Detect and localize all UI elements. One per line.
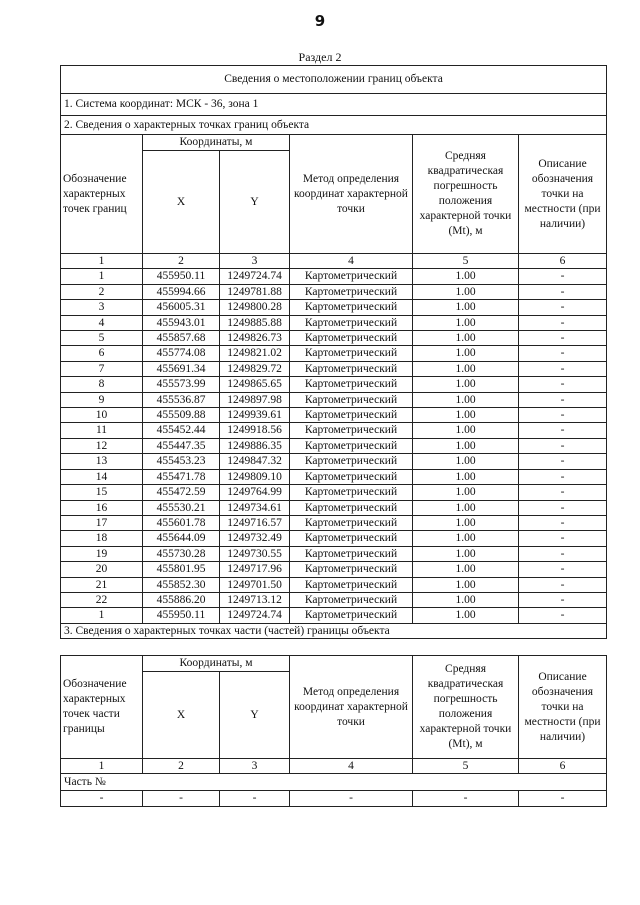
table-cell: 1249781.88 [220, 284, 290, 299]
table-cell: - [519, 592, 607, 607]
table-cell: - [519, 515, 607, 530]
table-cell: Картометрический [290, 500, 413, 515]
header-designation-part: Обозначение характерных точек части границы [61, 656, 143, 759]
table-cell: Картометрический [290, 377, 413, 392]
table-cell: 455453.23 [143, 454, 220, 469]
column-number: 5 [413, 759, 519, 774]
section-label: Раздел 2 [298, 50, 342, 64]
table-cell: 21 [61, 577, 143, 592]
table-row [61, 269, 607, 284]
table-row [61, 331, 607, 346]
table-row [61, 469, 607, 484]
table-row [61, 300, 607, 315]
column-number: 4 [290, 759, 413, 774]
column-number: 2 [143, 254, 220, 269]
table-cell: 22 [61, 592, 143, 607]
table-cell: - [519, 361, 607, 376]
table-cell: 1249713.12 [220, 592, 290, 607]
table-cell: Картометрический [290, 408, 413, 423]
table-cell: - [519, 315, 607, 330]
part-label: Часть № [61, 774, 607, 791]
table-row [61, 485, 607, 500]
table-cell: 1249847.32 [220, 454, 290, 469]
table-cell: - [519, 485, 607, 500]
table-cell: 1249821.02 [220, 346, 290, 361]
table-cell: 4 [61, 315, 143, 330]
table-row [61, 577, 607, 592]
header-x: X [143, 151, 220, 254]
table-cell: 456005.31 [143, 300, 220, 315]
table-cell: 7 [61, 361, 143, 376]
table-cell: 1249800.28 [220, 300, 290, 315]
table-cell: 1249918.56 [220, 423, 290, 438]
table-row [61, 546, 607, 561]
table-row [61, 454, 607, 469]
table-cell: 455452.44 [143, 423, 220, 438]
column-numbers-row [61, 254, 607, 269]
table-cell: Картометрический [290, 515, 413, 530]
table-cell: 20 [61, 562, 143, 577]
table-row [61, 562, 607, 577]
table-cell: 455601.78 [143, 515, 220, 530]
table-cell: 455691.34 [143, 361, 220, 376]
table-cell: - [519, 608, 607, 623]
table-cell: 1.00 [413, 300, 519, 315]
header-coordinates: Координаты, м [143, 135, 290, 151]
table-cell: 455471.78 [143, 469, 220, 484]
table-cell: Картометрический [290, 346, 413, 361]
table-cell: - [519, 423, 607, 438]
table-cell: 1.00 [413, 577, 519, 592]
table-row [61, 361, 607, 376]
table-cell: 1.00 [413, 500, 519, 515]
table-cell: - [519, 546, 607, 561]
table-row [61, 515, 607, 530]
table-cell: - [413, 791, 519, 806]
column-number: 1 [61, 759, 143, 774]
table-cell: 1249732.49 [220, 531, 290, 546]
table-cell: 1249885.88 [220, 315, 290, 330]
column-number: 6 [519, 759, 607, 774]
header-coordinates: Координаты, м [143, 656, 290, 672]
column-numbers-row [61, 759, 607, 774]
table-cell: 1249826.73 [220, 331, 290, 346]
table-cell: 455644.09 [143, 531, 220, 546]
table-cell: - [519, 500, 607, 515]
table-cell: 455509.88 [143, 408, 220, 423]
table-cell: Картометрический [290, 423, 413, 438]
table-cell: Картометрический [290, 269, 413, 284]
table-row [61, 438, 607, 453]
header-designation: Обозначение характерных точек границ [61, 135, 143, 254]
table-row [61, 284, 607, 299]
table-cell: Картометрический [290, 531, 413, 546]
table-cell: 1 [61, 608, 143, 623]
table-cell: Картометрический [290, 485, 413, 500]
column-number: 4 [290, 254, 413, 269]
table-cell: 14 [61, 469, 143, 484]
header-description: Описание обозначения точки на местности (при наличии) [519, 135, 607, 254]
boundary-points-table [60, 65, 607, 639]
column-number: 1 [61, 254, 143, 269]
table-cell: - [519, 284, 607, 299]
part-points-table [60, 655, 607, 807]
table-cell: 10 [61, 408, 143, 423]
table-cell: 1.00 [413, 515, 519, 530]
table-cell: 1249717.96 [220, 562, 290, 577]
table-cell: 1249809.10 [220, 469, 290, 484]
section2-title: 2. Сведения о характерных точках границ объекта [61, 116, 607, 135]
column-number: 5 [413, 254, 519, 269]
table-cell: - [519, 531, 607, 546]
table-cell: 1.00 [413, 377, 519, 392]
table-row [61, 408, 607, 423]
table-cell: Картометрический [290, 562, 413, 577]
table-cell: 11 [61, 423, 143, 438]
table-cell: 1249724.74 [220, 269, 290, 284]
table-cell: 1.00 [413, 592, 519, 607]
table-cell: 1249829.72 [220, 361, 290, 376]
table-cell: 1249730.55 [220, 546, 290, 561]
table-cell: - [519, 438, 607, 453]
table-row [61, 592, 607, 607]
table-row [61, 346, 607, 361]
table-cell: 455857.68 [143, 331, 220, 346]
table-cell: 455943.01 [143, 315, 220, 330]
table-cell: 2 [61, 284, 143, 299]
table-cell: Картометрический [290, 608, 413, 623]
table-cell: - [519, 392, 607, 407]
table-cell: - [519, 469, 607, 484]
header-error: Средняя квадратическая погрешность положения характерной точки (Mt), м [413, 135, 519, 254]
column-number: 3 [220, 254, 290, 269]
table-cell: - [519, 454, 607, 469]
page-number: 9 [314, 12, 326, 30]
column-number: 2 [143, 759, 220, 774]
table-cell: - [519, 269, 607, 284]
table-cell: 9 [61, 392, 143, 407]
table-cell: 18 [61, 531, 143, 546]
table-cell: 1249724.74 [220, 608, 290, 623]
table-cell: 1249865.65 [220, 377, 290, 392]
table-row [61, 608, 607, 623]
table-cell: 1.00 [413, 608, 519, 623]
table-row [61, 392, 607, 407]
table-row [61, 531, 607, 546]
part-row [61, 791, 607, 806]
table-cell: 16 [61, 500, 143, 515]
table-cell: - [519, 562, 607, 577]
table-cell: - [519, 577, 607, 592]
table-cell: 1 [61, 269, 143, 284]
table-cell: 13 [61, 454, 143, 469]
table-cell: 455950.11 [143, 269, 220, 284]
table-cell: - [519, 408, 607, 423]
header-method: Метод определения координат характерной точки [290, 656, 413, 759]
column-number: 3 [220, 759, 290, 774]
table-cell: 455530.21 [143, 500, 220, 515]
table-cell: Картометрический [290, 454, 413, 469]
table-cell: Картометрический [290, 331, 413, 346]
table-cell: 3 [61, 300, 143, 315]
table-cell: Картометрический [290, 546, 413, 561]
table-cell: - [290, 791, 413, 806]
table-cell: - [519, 791, 607, 806]
table-cell: Картометрический [290, 392, 413, 407]
table-cell: Картометрический [290, 469, 413, 484]
table-cell: 455447.35 [143, 438, 220, 453]
table-cell: 12 [61, 438, 143, 453]
table-cell: 455472.59 [143, 485, 220, 500]
table-cell: Картометрический [290, 592, 413, 607]
table-cell: 455852.30 [143, 577, 220, 592]
table-cell: Картометрический [290, 284, 413, 299]
table-cell: - [220, 791, 290, 806]
table-cell: Картометрический [290, 577, 413, 592]
table-cell: - [519, 346, 607, 361]
coord-system: 1. Система координат: МСК - 36, зона 1 [61, 94, 607, 116]
table-row [61, 500, 607, 515]
table-cell: 1.00 [413, 315, 519, 330]
table-cell: - [61, 791, 143, 806]
table-cell: 455886.20 [143, 592, 220, 607]
table-cell: 8 [61, 377, 143, 392]
table-cell: 1249701.50 [220, 577, 290, 592]
table-cell: 19 [61, 546, 143, 561]
table-cell: 1.00 [413, 485, 519, 500]
table-cell: 1.00 [413, 392, 519, 407]
table-cell: 455573.99 [143, 377, 220, 392]
table-cell: 1249939.61 [220, 408, 290, 423]
table-cell: 1.00 [413, 531, 519, 546]
table-cell: - [519, 331, 607, 346]
table-cell: 455950.11 [143, 608, 220, 623]
table-cell: 1249764.99 [220, 485, 290, 500]
table-cell: 455774.08 [143, 346, 220, 361]
table-cell: 17 [61, 515, 143, 530]
table-cell: 1.00 [413, 284, 519, 299]
table-cell: 1.00 [413, 331, 519, 346]
table-cell: - [143, 791, 220, 806]
header-method: Метод определения координат характерной точки [290, 135, 413, 254]
table-title: Сведения о местоположении границ объекта [61, 66, 607, 94]
table-cell: 5 [61, 331, 143, 346]
table-cell: 1.00 [413, 454, 519, 469]
table-cell: 1.00 [413, 346, 519, 361]
table-cell: Картометрический [290, 361, 413, 376]
table-cell: - [519, 300, 607, 315]
table-cell: 1249886.35 [220, 438, 290, 453]
table-cell: 455994.66 [143, 284, 220, 299]
table-cell: 455801.95 [143, 562, 220, 577]
table-cell: 1.00 [413, 269, 519, 284]
table-cell: 1.00 [413, 361, 519, 376]
column-number: 6 [519, 254, 607, 269]
section3-title: 3. Сведения о характерных точках части (частей) границы объекта [61, 623, 607, 638]
table-row [61, 377, 607, 392]
table-cell: - [519, 377, 607, 392]
header-y: Y [220, 151, 290, 254]
table-row [61, 423, 607, 438]
header-error: Средняя квадратическая погрешность положения характерной точки (Mt), м [413, 656, 519, 759]
table-cell: 455730.28 [143, 546, 220, 561]
table-cell: 1.00 [413, 438, 519, 453]
header-description: Описание обозначения точки на местности (при наличии) [519, 656, 607, 759]
table-cell: 1249897.98 [220, 392, 290, 407]
table-cell: Картометрический [290, 438, 413, 453]
table-cell: 6 [61, 346, 143, 361]
table-cell: 1.00 [413, 562, 519, 577]
table-cell: Картометрический [290, 315, 413, 330]
header-x: X [143, 672, 220, 759]
table-cell: 1.00 [413, 423, 519, 438]
table-cell: 1249734.61 [220, 500, 290, 515]
table-row [61, 315, 607, 330]
table-cell: Картометрический [290, 300, 413, 315]
header-y: Y [220, 672, 290, 759]
table-cell: 1.00 [413, 408, 519, 423]
table-cell: 455536.87 [143, 392, 220, 407]
table-cell: 15 [61, 485, 143, 500]
table-cell: 1.00 [413, 546, 519, 561]
table-cell: 1.00 [413, 469, 519, 484]
table-cell: 1249716.57 [220, 515, 290, 530]
